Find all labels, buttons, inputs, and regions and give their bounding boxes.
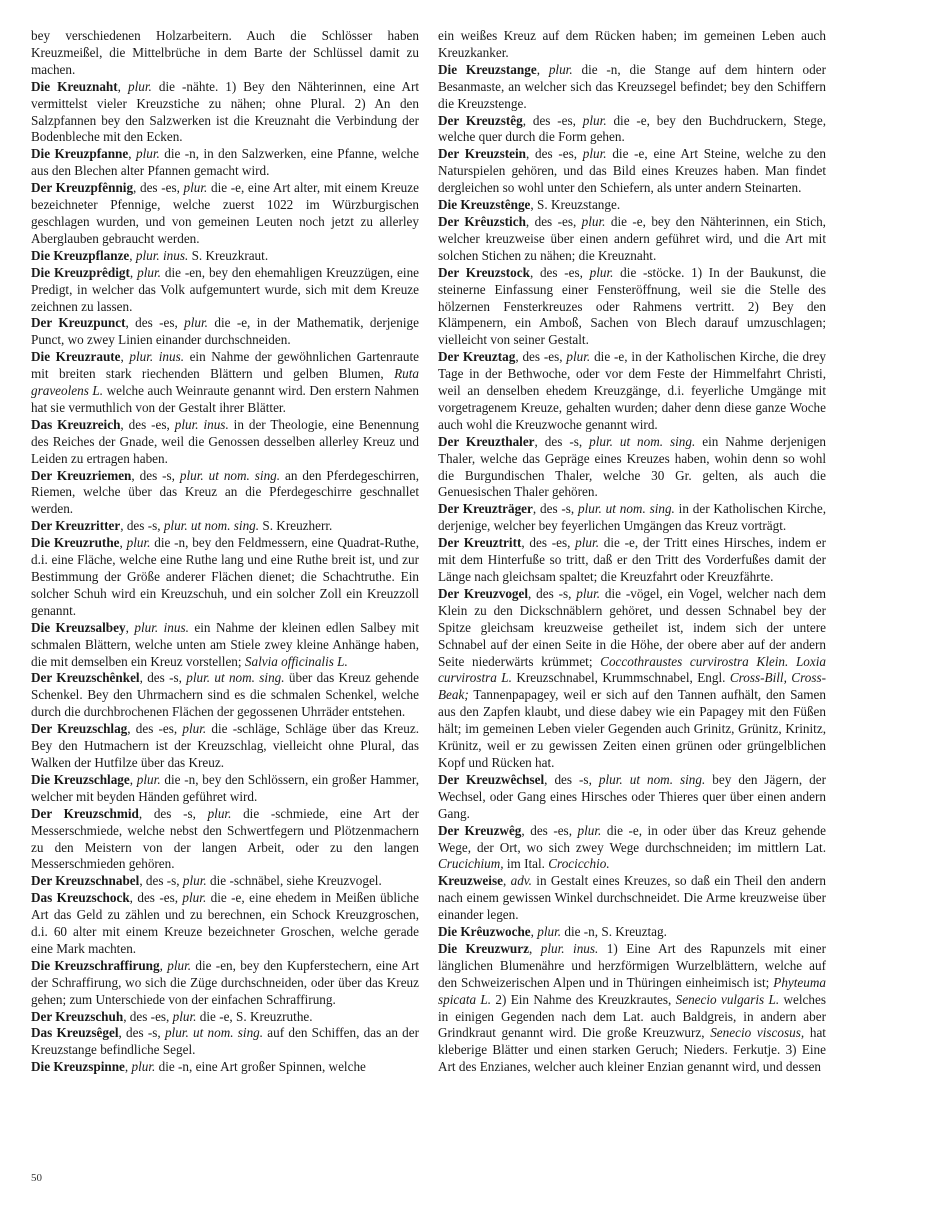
headword: Die Kreuzstênge <box>438 197 531 213</box>
dictionary-entry <box>438 434 826 502</box>
italic-term: plur. <box>182 721 207 737</box>
entry-text: , <box>129 771 137 787</box>
italic-term: plur. <box>183 180 208 196</box>
italic-term: plur. <box>135 146 160 162</box>
headword: Der Kreuzthaler <box>438 433 535 449</box>
entry-text: S. Kreuzkraut. <box>188 247 269 263</box>
headword: Der Kreuztag <box>438 349 516 365</box>
entry-text: , S. Kreuzstange. <box>530 197 621 213</box>
dictionary-entry <box>31 518 419 535</box>
entry-text: die -schnäbel, siehe Kreuzvogel. <box>206 873 382 889</box>
dictionary-entry <box>438 349 826 434</box>
headword: Der Kreuzriemen <box>31 467 132 483</box>
italic-term: plur. <box>582 112 607 128</box>
italic-term: Phyteuma spicata L. <box>438 974 826 1007</box>
entry-text: , <box>128 146 136 162</box>
entry-text: die -n, bey den Schlössern, ein großer Hammer, welcher mit beyden Händen geführet wird. <box>31 771 419 804</box>
entry-text: die -e, eine Art Steine, welche zu den Naturspielen gehören, und das Bild eines Kreuzes haben. Man findet dergleichen so wohl unter den Schiefern, als unter andern Steinarten. <box>438 146 826 196</box>
headword: Das Kreuzschock <box>31 890 130 906</box>
headword: Der Kreuzritter <box>31 518 121 534</box>
dictionary-entry <box>438 62 826 113</box>
italic-term: plur. inus. <box>174 416 229 432</box>
entry-text: die -n, die Stange auf dem hintern oder Besanmaste, an welcher sich das Kreuzsegel befindet; bey den Schiffern die Kreuzstenge. <box>438 61 826 111</box>
entry-text: an den Pferdegeschirren, Riemen, welche über das Kreuz an die Pferdegeschirre geschnallet werden. <box>31 467 419 517</box>
dictionary-entry <box>31 958 419 1009</box>
entry-text: die -schläge, Schläge über das Kreuz. Bey den Hutmachern ist der Kreuzschlag, vielleicht ohne Plural, das Walken der Hutfilze über das Kreuz. <box>31 721 419 770</box>
entry-text: , <box>528 940 541 956</box>
entry-text: , des -es, <box>522 112 583 128</box>
entry-text: , des -es, <box>125 315 185 331</box>
italic-term: plur. ut nom. sing. <box>179 467 281 483</box>
dictionary-entry <box>31 146 419 180</box>
entry-text: , <box>125 619 135 635</box>
italic-term: plur. <box>136 771 161 787</box>
entry-text: , des -s, <box>138 805 208 821</box>
dictionary-entry <box>438 823 826 874</box>
headword: Die Kreuzstange <box>438 61 537 77</box>
entry-text: , des -s, <box>544 771 599 787</box>
entry-text: auf den Schiffen, das an der Kreuzstange befindliche Segel. <box>31 1025 420 1058</box>
headword: Der Kreuzträger <box>438 501 533 517</box>
entry-text: , des -s, <box>528 585 577 601</box>
dictionary-entry <box>31 79 419 147</box>
dictionary-entry <box>31 535 419 620</box>
entry-text: , des -es, <box>529 264 590 280</box>
headword: Die Kreuzspinne <box>31 1059 125 1075</box>
italic-term: plur. inus. <box>540 940 599 956</box>
italic-term: Cross-Bill, Cross-Beak; <box>438 670 826 703</box>
italic-term: plur. <box>575 535 599 551</box>
dictionary-entry <box>31 349 419 417</box>
headword: Der Kreuzschnabel <box>31 873 140 889</box>
italic-term: Senecio viscosus, <box>710 1025 805 1041</box>
entry-text: , des -es, <box>526 146 583 162</box>
dictionary-entry <box>438 535 826 586</box>
headword: Der Kreuzstein <box>438 146 527 162</box>
italic-term: plur. <box>582 146 607 162</box>
entry-text: , <box>124 1059 132 1075</box>
entry-text: , des -s, <box>534 433 590 449</box>
dictionary-entry <box>31 670 419 721</box>
entry-text: in der Katholischen Kirche, derjenige, welcher bey feyerlichen Umgängen das Kreuz vorträgt. <box>438 501 826 534</box>
headword: Der Kreuzwêchsel <box>438 771 545 787</box>
entry-text: in der Theologie, eine Benennung des Reiches der Gnade, weil die Genossen desselben allerley Kreuz und Leiden zu ertragen haben. <box>31 416 419 466</box>
dictionary-entry <box>438 28 826 62</box>
italic-term: Senecio vulgaris L. <box>675 991 780 1007</box>
entry-text: , des -s, <box>139 873 183 889</box>
entry-text: , des -es, <box>521 822 578 838</box>
italic-term: plur. ut nom. sing. <box>163 518 260 534</box>
entry-text: die -schmiede, eine Art der Messerschmiede, welche nebst den Schwertfegern und Plötzenmachern zu den Meistern von der langen Arbeit, oder zu den langen Messerschmieden gehören. <box>31 805 419 872</box>
italic-term: plur. <box>581 213 606 229</box>
headword: Die Kreuzpflanze <box>31 247 130 263</box>
dictionary-entry <box>31 417 419 468</box>
italic-term: plur. inus. <box>134 619 189 635</box>
entry-text: die -e, S. Kreuzruthe. <box>196 1008 313 1024</box>
entry-text: ein Nahme der kleinen edlen Salbey mit schmalen Blättern, welche unten am Stiele zwey kleine Anhänge haben, die mit demselben ein Kreuz vorstellen; <box>31 619 420 669</box>
entry-text: ein Nahme derjenigen Thaler, welche das Gepräge eines Kreuzes haben, wohin denn so wohl die Burgundischen Thaler, welche 30 Gr. gelten, als auch die Genuesischen Thaler gehören. <box>438 433 826 500</box>
dictionary-entry <box>438 113 826 147</box>
entry-text: , des -s, <box>118 1025 165 1041</box>
dictionary-entry <box>438 941 826 1076</box>
entry-text: die -n, in den Salzwerken, eine Pfanne, welche aus den Blechen alter Pfannen gemacht wird. <box>31 146 419 179</box>
headword: Der Kreuzpunct <box>31 315 126 331</box>
entry-text: ein Nahme der gewöhnlichen Gartenraute mit breiten stark riechenden Blättern und gelben Blumen, <box>31 349 419 382</box>
dictionary-entry <box>31 180 419 248</box>
dictionary-entry <box>31 248 419 265</box>
italic-term: plur. ut nom. sing. <box>186 670 285 686</box>
headword: Die Kreuzsalbey <box>31 619 126 635</box>
italic-term: plur. <box>167 957 192 973</box>
entry-text: Tannenpapagey, weil er sich auf den Tannen aufhält, den Samen aus den Zapfen klaubt, und diese dabey wie ein Papagey mit den Füßen hält; im gemeinen Leben vieler Gegenden auch Grinitz, Grünitz, Krinitz, Krünitz, weil er zu gewissen Zeiten einen grünen oder grüngelblichen Kopf und Rücken hat. <box>438 687 826 770</box>
headword: Die Kreuzraute <box>31 349 121 365</box>
headword: Der Kreuzwêg <box>438 822 522 838</box>
headword: Die Kreuzprêdigt <box>31 264 130 280</box>
column-right <box>438 28 826 1076</box>
entry-text: die -e, in der Mathematik, derjenige Punct, wo zwey Linien einander durchschneiden. <box>31 315 419 348</box>
entry-text: , <box>530 924 538 940</box>
entry-text: 1) Eine Art des Rapunzels mit einer länglichen Blumenähre und herzförmigen Wurzelblättern, welche auf den Schweizerischen Alpen und in Thüringen einheimisch ist; <box>438 940 826 990</box>
italic-term: plur. <box>128 78 152 94</box>
italic-term: plur. <box>184 315 208 331</box>
dictionary-entry <box>31 468 419 519</box>
entry-text: die -e, eine Art alter, mit einem Kreuze bezeichneter Pfennige, welche zuerst 1022 im Würzburgischen geschlagen wurden, und von gemeinen Leuten noch jetzt zu allerley Aberglauben gebraucht werden. <box>31 180 419 246</box>
headword: Die Kreuzruthe <box>31 535 120 551</box>
italic-term: Coccothraustes curvirostra Klein. Loxia curvirostra L. <box>438 653 826 686</box>
headword: Kreuzweise <box>438 873 503 889</box>
entry-text: , des -s, <box>120 518 164 534</box>
italic-term: plur. <box>172 1008 197 1024</box>
entry-text: die -n, eine Art großer Spinnen, welche <box>155 1059 366 1075</box>
entry-text: die -en, bey den Kupferstechern, eine Art der Schraffirung, wo sich die Züge durchschneiden, oder über das Kreuz gehen; zum Unterschiede von der einfachen Schraffirung. <box>31 957 419 1007</box>
entry-text: , des -s, <box>131 467 180 483</box>
headword: Die Kreuzwurz <box>438 940 529 956</box>
italic-term: plur. <box>126 535 151 551</box>
headword: Der Kreuzstêg <box>438 112 523 128</box>
entry-text: die -e, bey den Nähterinnen, ein Stich, welcher kreuzweise über einen andern geführet wird, und die Art mit solchen Stichen zu nähen; die Kreuznaht. <box>438 213 826 263</box>
dictionary-entry <box>438 197 826 214</box>
headword: Der Kreuztritt <box>438 535 522 551</box>
entry-text: , des -es, <box>127 721 183 737</box>
entry-text: , <box>502 873 511 889</box>
dictionary-entry <box>438 501 826 535</box>
italic-term: Salvia officinalis L. <box>244 653 348 669</box>
italic-term: plur. inus. <box>129 349 185 365</box>
headword: Die Kreuzschlage <box>31 771 130 787</box>
entry-text: die -vögel, ein Vogel, welcher nach dem Klein zu den Dickschnäblern gehöret, und dessen Schnabel bey der Spitze gleichsam kreuzweise getheilet ist, indem sich der untere Schnabel auf der einen Seite in die Höhe, der obere aber auf der andern Seite niederwärts krümmet; <box>438 585 826 669</box>
page-number: 50 <box>31 1172 42 1184</box>
dictionary-entry <box>31 1025 419 1059</box>
headword: Der Kreuzpfênnig <box>31 180 134 196</box>
entry-text: die -n, bey den Feldmessern, eine Quadrat-Ruthe, d.i. eine Fläche, welche eine Ruthe lang und eine Ruthe breit ist, und zur Bestimmung der Größe anderer Flächen dienet; die Schachtruthe. Ein solcher Schuh wird ein Kreuzschuh, und ein solcher Zoll ein Kreuzzoll genannt. <box>31 535 419 618</box>
entry-text: welche auch Weinraute genannt wird. Den erstern Nahmen hat sie vermuthlich von der Gestalt ihrer Blätter. <box>31 383 420 415</box>
italic-term: plur. ut nom. sing. <box>589 433 696 449</box>
dictionary-entry <box>438 772 826 823</box>
italic-term: plur. <box>131 1059 156 1075</box>
headword: Der Kreuzschuh <box>31 1008 124 1024</box>
dictionary-entry <box>31 28 419 79</box>
headword: Der Krêuzstich <box>438 213 526 229</box>
entry-text: die -e, in der Katholischen Kirche, die drey Tage in der Bethwoche, oder vor dem Feste der Himmelfahrt Christi, weil an denselben ehedem Kreuzgänge, d.i. feyerliche Umgänge mit vorgetragenem Kreuze, gehalten wurden; daher denn diese ganze Woche auch wohl die Kreuzwoche genannt wird. <box>438 349 826 432</box>
dictionary-entry <box>31 772 419 806</box>
entry-text: die -e, der Tritt eines Hirsches, indem er mit dem Hinterfuße so tritt, daß er den Tritt des Vorderfußes damit der Länge nach gleichsam spaltet; die Kreuzfahrt oder Kreuzfährte. <box>438 535 826 584</box>
entry-text: 2) Ein Nahme des Kreuzkrautes, <box>491 991 676 1007</box>
entry-text: die -n, S. Kreuztag. <box>561 924 667 940</box>
entry-text: , <box>129 264 138 280</box>
entry-text: in Gestalt eines Kreuzes, so daß ein Theil den andern nach einem gewissen Winkel durchschneidet. Die Arme kreuzweise über einander legen. <box>438 873 826 923</box>
dictionary-entry <box>31 315 419 349</box>
entry-text: , <box>159 957 168 973</box>
headword: Der Kreuzschênkel <box>31 670 140 686</box>
entry-text: bey den Jägern, der Wechsel, oder Gang eines Hirsches oder Thieres quer über einen andern Gang. <box>438 771 826 821</box>
dictionary-entry <box>31 620 419 671</box>
entry-text: im Ital. <box>503 856 549 872</box>
italic-term: plur. ut nom. sing. <box>578 501 675 517</box>
headword: Der Kreuzstock <box>438 264 530 280</box>
entry-text: über das Kreuz gehende Schenkel. Bey den Uhrmachern sind es die schmalen Schenkel, welche durch die durchbrochenen Flächen der gegossenen Uhrräder entstehen. <box>31 670 420 720</box>
italic-term: adv. <box>510 873 532 889</box>
headword: Der Kreuzschlag <box>31 721 128 737</box>
dictionary-entry <box>31 890 419 958</box>
italic-term: Ruta graveolens L. <box>31 366 419 399</box>
dictionary-entry <box>31 1009 419 1026</box>
headword: Das Kreuzsêgel <box>31 1025 119 1041</box>
entry-text: , <box>129 247 136 263</box>
entry-text: S. Kreuzherr. <box>259 518 333 534</box>
entry-text: , <box>117 78 128 94</box>
headword: Die Kreuzpfanne <box>31 146 129 162</box>
headword: Der Kreuzvogel <box>438 585 529 601</box>
dictionary-entry <box>438 265 826 350</box>
entry-text: die -en, bey den ehemahligen Kreuzzügen, eine Predigt, in welcher das Volk aufgemuntert wurde, sich mit dem Kreuze zeichnen zu lassen. <box>31 264 420 314</box>
entry-text: , <box>536 61 549 77</box>
italic-term: plur. <box>182 873 207 889</box>
italic-term: plur. <box>576 585 601 601</box>
dictionary-entry <box>31 721 419 772</box>
entry-text: , des -es, <box>120 416 175 432</box>
italic-term: plur. <box>566 349 591 365</box>
headword: Die Krêuzwoche <box>438 924 531 940</box>
italic-term: Crucichium, <box>438 856 504 872</box>
dictionary-entry <box>438 873 826 924</box>
dictionary-entry <box>438 146 826 197</box>
entry-text: , des -es, <box>521 535 576 551</box>
entry-text: , des -es, <box>123 1008 173 1024</box>
entry-text: die -e, in oder über das Kreuz gehende Wege, der Ort, wo sich zwey Wege durchschneiden; im mittlern Lat. <box>438 822 826 855</box>
italic-term: plur. ut nom. sing. <box>598 771 706 787</box>
italic-term: plur. <box>137 264 161 280</box>
headword: Das Kreuzreich <box>31 416 121 432</box>
dictionary-entry <box>31 1059 419 1076</box>
entry-text: die -e, eine ehedem in Meißen übliche Art das Geld zu zählen und zu berechnen, ein Schock Kreuzgroschen, d.i. 60 alter mit einem Kreuze bezeichneter Groschen, welche gerade eine Mark machten. <box>31 890 420 956</box>
entry-text: , des -es, <box>515 349 567 365</box>
dictionary-entry <box>438 924 826 941</box>
entry-text: die -e, bey den Buchdruckern, Stege, welche quer durch die Form gehen. <box>438 112 826 145</box>
dictionary-entry <box>438 586 826 772</box>
entry-text: , des -s, <box>139 670 187 686</box>
italic-term: Crocicchio. <box>548 856 610 872</box>
italic-term: plur. <box>182 890 207 906</box>
headword: Die Kreuznaht <box>31 78 118 94</box>
entry-text: , des -s, <box>532 501 579 517</box>
italic-term: plur. <box>537 924 562 940</box>
entry-text: die -nähte. 1) Bey den Nähterinnen, eine Art vermittelst vieler Kreuzstiche zu nähen; ohne Plural. 2) An den Salzpfannen bey den Salzwerken ist die Kreuznaht die Verbindung der Bodenbleche mit den Ecken. <box>31 78 420 145</box>
headword: Der Kreuzschmid <box>31 805 139 821</box>
italic-term: plur. <box>589 264 614 280</box>
entry-text: die -stöcke. 1) In der Baukunst, die steinerne Einfassung einer Fensteröffnung, weil sie die Stelle des hölzernen Fensterkreuzes oder Rahmens vertritt. 2) Bey den Klämpenern, ein Amboß, Sachen von Blech darauf umzuschlagen; vielleicht von seiner Gestalt. <box>438 264 826 348</box>
italic-term: plur. <box>577 822 602 838</box>
dictionary-entry <box>438 214 826 265</box>
entry-text: ein weißes Kreuz auf dem Rücken haben; im gemeinen Leben auch Kreuzkanker. <box>438 28 826 60</box>
entry-text: , des -es, <box>133 180 184 196</box>
italic-term: plur. <box>207 805 232 821</box>
entry-text: welches in einigen Gegenden nach dem Lat. auch Baldgreis, in andern aber Grindkraut genannt wird. Die große Kreuzwurz, <box>438 991 826 1041</box>
entry-text: , des -es, <box>525 213 582 229</box>
entry-text: , <box>120 349 130 365</box>
italic-term: plur. <box>548 61 573 77</box>
entry-text: bey verschiedenen Holzarbeitern. Auch die Schlösser haben Kreuzmeißel, die Mittelbrüche in dem Barte der Schlüssel damit zu machen. <box>31 28 419 77</box>
headword: Die Kreuzschraffirung <box>31 957 160 973</box>
italic-term: plur. inus. <box>135 247 189 263</box>
entry-text: Kreuzschnabel, Krummschnabel, Engl. <box>511 670 730 686</box>
entry-text: , <box>119 535 127 551</box>
column-left <box>31 28 419 1076</box>
italic-term: plur. ut nom. sing. <box>164 1025 264 1041</box>
dictionary-entry <box>31 265 419 316</box>
dictionary-entry <box>31 806 419 874</box>
dictionary-entry <box>31 873 419 890</box>
entry-text: hat kleberige Blätter und einen starken Geruch; Nieders. Ferkutje. 3) Eine Art des Enzianes, welcher auch kleiner Enzian genannt wird, und dessen <box>438 1025 826 1075</box>
entry-text: , des -es, <box>129 890 183 906</box>
